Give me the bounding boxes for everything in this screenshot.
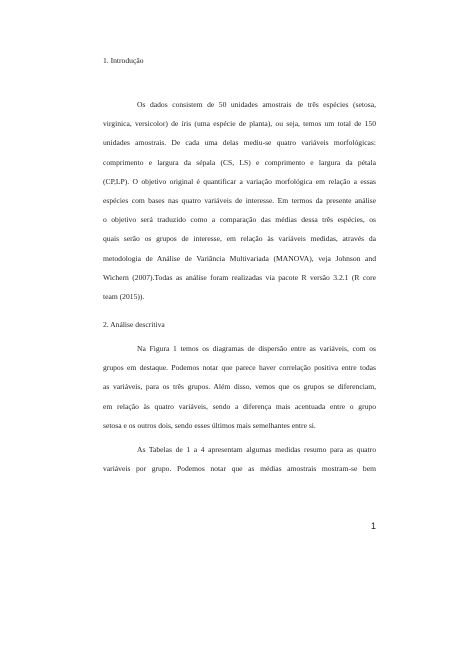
paragraph-line: metodologia de Análise de Variância Multivariada (MANOVA), veja Johnson and bbox=[103, 253, 376, 263]
paragraph-line: as variáveis, para os três grupos. Além disso, vemos que os grupos se diferenciam, bbox=[103, 382, 376, 392]
paragraph-line: team (2015)). bbox=[103, 291, 145, 301]
paragraph-line: grupos em destaque. Podemos notar que parece haver correlação positiva entre todas bbox=[103, 363, 376, 373]
paragraph-line: comprimento e largura da sépala (CS, LS) e comprimento e largura da pétala bbox=[103, 157, 376, 167]
paragraph-line: o objetivo será traduzido como a comparação das médias dessa três espécies, os bbox=[103, 215, 376, 225]
paragraph-line: Na Figura 1 temos os diagramas de dispersão entre as variáveis, com os bbox=[137, 344, 376, 353]
paragraph-line: variáveis por grupo. Podemos notar que as médias amostrais mostram-se bem bbox=[103, 464, 376, 474]
paragraph-line: Wichern (2007).Todas as análise foram realizadas via pacote R versão 3.2.1 (R core bbox=[103, 272, 376, 282]
paragraph-introducao bbox=[103, 100, 376, 311]
section-heading-introducao: 1. Introdução bbox=[103, 56, 144, 65]
section-heading-analise-descritiva: 2. Análise descritiva bbox=[103, 320, 165, 329]
paragraph-analise-descritiva-2 bbox=[103, 445, 376, 483]
paragraph-line: As Tabelas de 1 a 4 apresentam algumas medidas resumo para as quatro bbox=[137, 445, 376, 454]
paragraph-line: virginica, versicolor) de íris (uma espécie de planta), ou seja, temos um total de 150 bbox=[103, 119, 376, 129]
paragraph-line: em relação às quatro variáveis, sendo a diferença mais acentuada entre o grupo bbox=[103, 401, 376, 411]
paragraph-line: unidades amostrais. De cada uma delas mediu-se quatro variáveis morfológicas: bbox=[103, 138, 376, 148]
paragraph-line: espécies com bases nas quatro variáveis de interesse. Em termos da presente análise bbox=[103, 195, 376, 205]
paragraph-analise-descritiva-1 bbox=[103, 344, 376, 440]
paragraph-line: quais serão os grupos de interesse, em relação às variáveis medidas, através da bbox=[103, 234, 376, 244]
page-number: 1 bbox=[370, 521, 376, 531]
paragraph-line: Os dados consistem de 50 unidades amostrais de três espécies (setosa, bbox=[137, 100, 376, 109]
paragraph-line: (CP,LP). O objetivo original é quantificar a variação morfológica em relação a essas bbox=[103, 176, 376, 186]
paragraph-line: setosa e os outros dois, sendo esses últimos mais semelhantes entre si. bbox=[103, 420, 316, 430]
